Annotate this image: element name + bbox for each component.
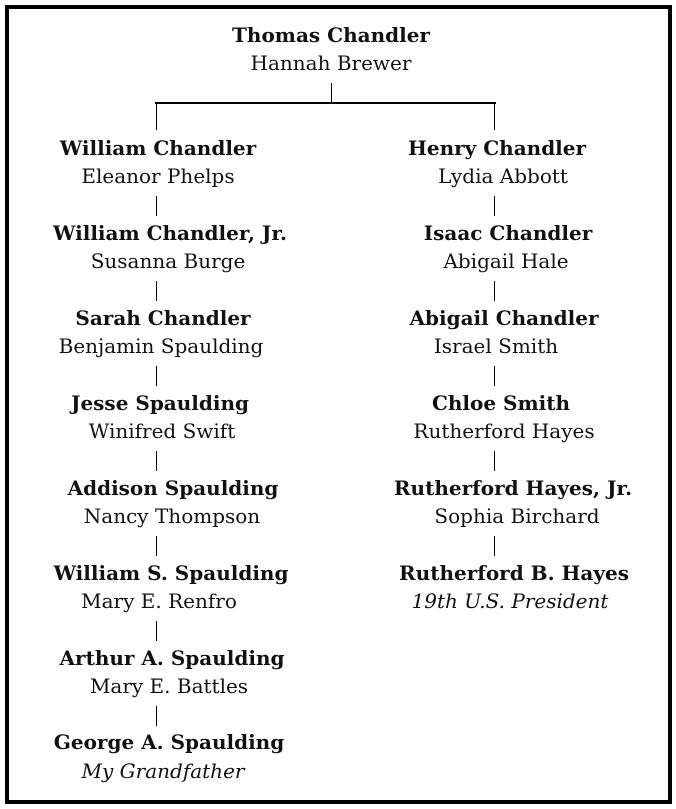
left-person-4: Jesse Spaulding [70,391,250,415]
sibling-bar [155,102,496,104]
right-spouse-3: Israel Smith [433,334,559,358]
right-person-3: Abigail Chandler [409,306,599,330]
right-spouse-1: Lydia Abbott [438,164,568,188]
right-spouse-5: Sophia Birchard [434,504,600,528]
left-person-2: William Chandler, Jr. [53,221,287,245]
right-drop-connector [494,104,495,130]
left-spouse-1: Eleanor Phelps [81,164,235,188]
root-connector [331,83,332,103]
left-person-7: Arthur A. Spaulding [59,646,285,670]
left-connector-5 [156,536,157,556]
right-connector-2 [494,281,495,301]
right-person-1: Henry Chandler [407,136,587,160]
left-connector-2 [156,281,157,301]
left-spouse-6: Mary E. Renfro [81,589,237,613]
left-connector-6 [156,621,157,641]
right-connector-1 [494,196,495,216]
right-connector-5 [494,536,495,556]
left-spouse-5: Nancy Thompson [83,504,261,528]
root-person: Thomas Chandler [232,23,430,47]
root-spouse: Hannah Brewer [250,51,412,75]
left-person-1: William Chandler [59,136,257,160]
left-connector-3 [156,366,157,386]
left-spouse-4: Winifred Swift [88,419,236,443]
right-connector-3 [494,366,495,386]
left-spouse-7: Mary E. Battles [89,674,249,698]
left-connector-4 [156,451,157,471]
left-spouse-3: Benjamin Spaulding [58,334,264,358]
left-connector-7 [156,706,157,726]
right-person-6: Rutherford B. Hayes [399,561,629,585]
left-drop-connector [156,104,157,130]
left-connector-1 [156,196,157,216]
right-spouse-2: Abigail Hale [443,249,569,273]
right-person-2: Isaac Chandler [423,221,593,245]
right-connector-4 [494,451,495,471]
left-person-8: George A. Spaulding [53,730,285,754]
left-person-5: Addison Spaulding [67,476,279,500]
left-note-8: My Grandfather [81,759,245,783]
right-person-4: Chloe Smith [431,391,571,415]
left-person-6: William S. Spaulding [53,561,289,585]
right-note-6: 19th U.S. President [411,589,609,613]
right-person-5: Rutherford Hayes, Jr. [393,476,633,500]
left-spouse-2: Susanna Burge [90,249,246,273]
right-spouse-4: Rutherford Hayes [413,419,595,443]
left-person-3: Sarah Chandler [75,306,251,330]
